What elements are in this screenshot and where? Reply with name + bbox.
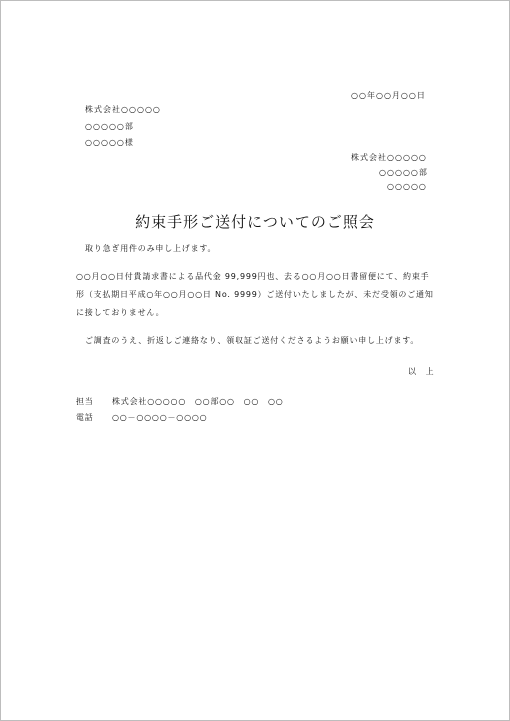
letter-title: 約束手形ご送付についてのご照会 xyxy=(135,213,375,231)
body-line-2: 形（支払期日平成○年○○月○○日 No. 9999）ご送付いたしましたが、未だ受領のご通知 xyxy=(76,290,434,299)
contact-person-value: 株式会社○○○○○ ○○部○○ ○○ ○○ xyxy=(112,397,284,406)
recipient-department: ○○○○○部 xyxy=(85,122,134,131)
sender-person: ○○○○○ xyxy=(387,182,427,191)
body-line-1: ○○月○○日付貴請求書による品代金 99,999円也、去る○○月○○日書留便にて、約束手 xyxy=(76,272,430,281)
closing-word: 以 上 xyxy=(408,367,435,376)
contact-person-label: 担当 xyxy=(76,397,94,406)
recipient-person: ○○○○○様 xyxy=(85,138,134,147)
contact-phone-label: 電話 xyxy=(76,413,94,422)
recipient-company: 株式会社○○○○○ xyxy=(85,105,161,114)
request-line: ご調査のうえ、折返しご連絡なり、領収証ご送付くださるようお願い申し上げます。 xyxy=(85,336,420,345)
contact-phone-value: ○○－○○○○－○○○○ xyxy=(112,413,208,422)
opening-line: 取り急ぎ用件のみ申し上げます。 xyxy=(85,244,217,253)
letter-date: ○○年○○月○○日 xyxy=(351,91,426,100)
body-line-3: に接しておりません。 xyxy=(76,308,165,317)
sender-department: ○○○○○部 xyxy=(379,168,428,177)
sender-company: 株式会社○○○○○ xyxy=(351,153,427,162)
